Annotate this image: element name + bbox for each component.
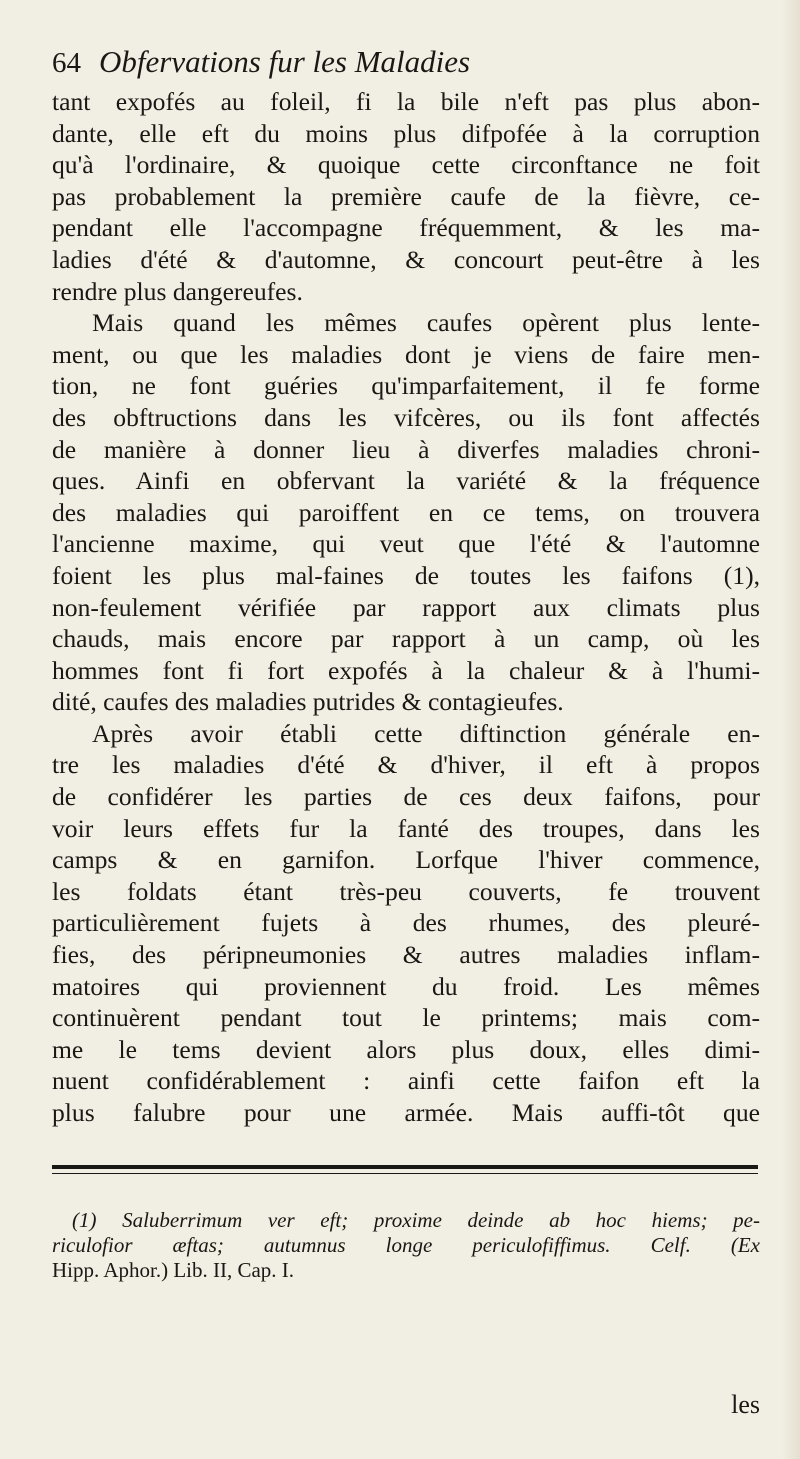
page-edge-shadow [782,0,800,1459]
text-line: tre les maladies d'été & d'hiver, il eft à propos [52,750,760,780]
text-line: des maladies qui paroiffent en ce tems, on trouvera [52,497,760,527]
text-line: me le tems devient alors plus doux, elles dimi- [52,1034,760,1064]
text-line: particulièrement fujets à des rhumes, des pleuré- [52,908,760,938]
text-line: camps & en garnifon. Lorfque l'hiver commence, [52,845,760,875]
text-line: tion, ne font guéries qu'imparfaitement, il fe forme [52,371,760,401]
page-header [52,40,760,84]
text-line: ladies d'été & d'automne, & concourt peut-être à les [52,244,760,274]
text-line: dité, caufes des maladies putrides & contagieufes. [52,687,564,717]
text-line: chauds, mais encore par rapport à un camp, où les [52,624,760,654]
footnote-line: (1) Saluberrimum ver eft; proxime deinde ab hoc hiems; pe- [72,1207,760,1232]
text-line: Mais quand les mêmes caufes opèrent plus lente- [92,308,760,338]
text-line: dante, elle eft du moins plus difpofée à la corruption [52,118,760,148]
text-line: foient les plus mal-faines de toutes les faifons (1), [52,560,760,590]
text-line: nuent confidérablement : ainfi cette faifon eft la [52,1066,760,1096]
footnote-line: Hipp. Aphor.) Lib. II, Cap. I. [52,1257,295,1282]
text-line: voir leurs effets fur la fanté des troupes, dans les [52,813,760,843]
footnote [52,1208,760,1283]
footnote-divider [52,1165,758,1174]
text-line: plus falubre pour une armée. Mais auffi-tôt que [52,1098,760,1127]
text-line: pendant elle l'accompagne fréquemment, & les ma- [52,213,760,243]
text-line: fies, des péripneumonies & autres maladies inflam- [52,940,760,970]
running-title: Obfervations fur les Maladies [99,44,471,79]
text-line: tant expofés au foleil, fi la bile n'eft pas plus abon- [52,87,760,116]
page-number: 64 [52,47,81,79]
body-text [52,86,760,1129]
text-line: des obftructions dans les vifcères, ou ils font affectés [52,402,760,432]
text-line: qu'à l'ordinaire, & quoique cette circonftance ne foit [52,150,760,180]
text-line: Après avoir établi cette diftinction générale en- [92,718,760,748]
text-line: non-feulement vérifiée par rapport aux climats plus [52,592,760,622]
text-line: pas probablement la première caufe de la fièvre, ce- [52,181,760,211]
text-line: matoires qui proviennent du froid. Les mêmes [52,971,760,1001]
text-line: hommes font fi fort expofés à la chaleur & à l'humi- [52,655,760,685]
text-line: continuèrent pendant tout le printems; mais com- [52,1003,760,1033]
text-line: rendre plus dangereufes. [52,276,303,306]
text-line: ment, ou que les maladies dont je viens de faire men- [52,339,760,369]
catchword: les [731,1390,760,1419]
footnote-line: riculofior æftas; autumnus longe periculofiffimus. Celf. (Ex [52,1232,760,1257]
text-line: ques. Ainfi en obfervant la variété & la fréquence [52,466,760,496]
text-line: les foldats étant très-peu couverts, fe trouvent [52,876,760,906]
text-line: de confidérer les parties de ces deux faifons, pour [52,782,760,812]
text-line: l'ancienne maxime, qui veut que l'été & l'automne [52,529,760,559]
text-line: de manière à donner lieu à diverfes maladies chroni- [52,434,760,464]
